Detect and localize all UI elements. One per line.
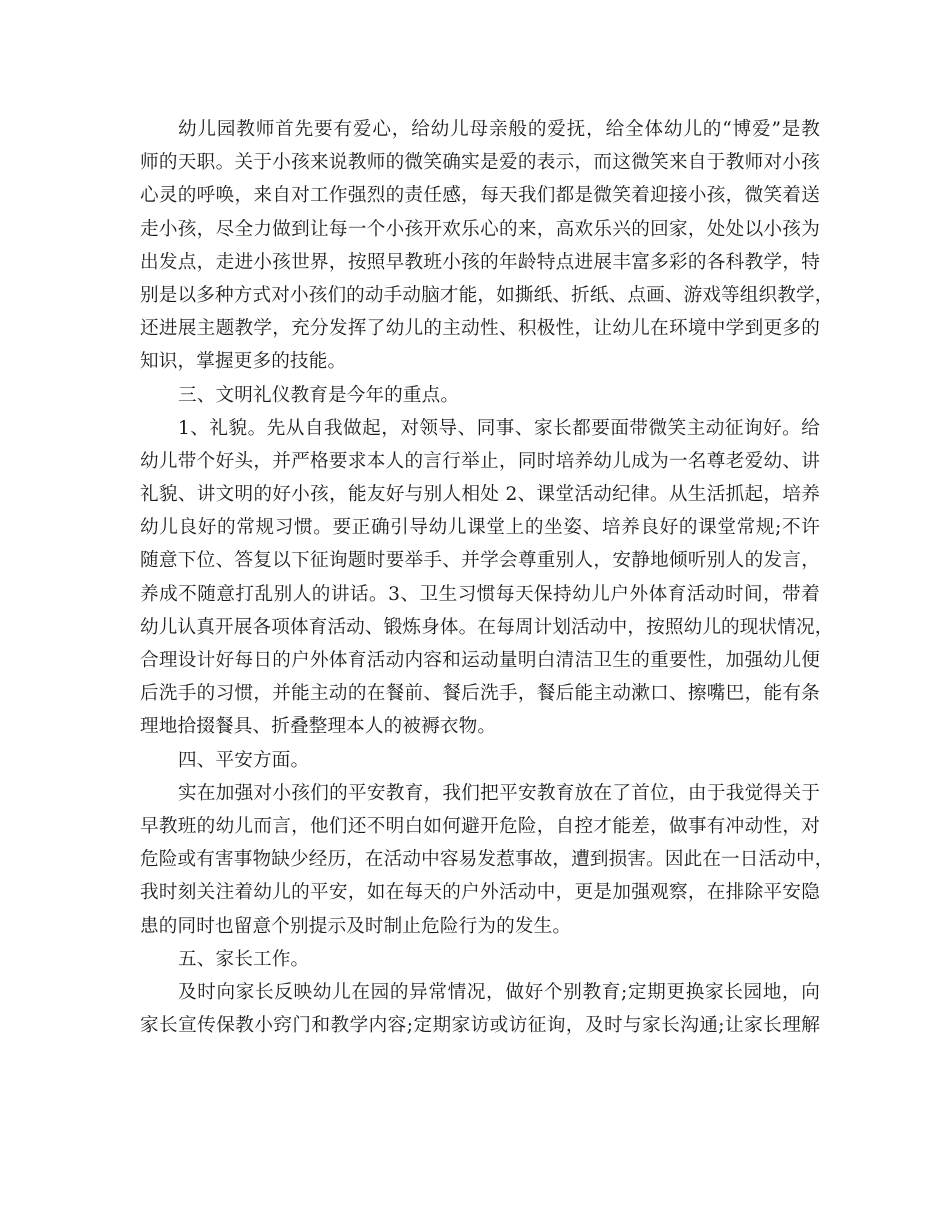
paragraph-line: 后洗手的习惯，并能主动的在餐前、餐后洗手，餐后能主动漱口、擦嘴巴，能有条	[140, 683, 820, 705]
paragraph-line: 幼儿园教师首先要有爱心，给幼儿母亲般的爱抚，给全体幼儿的“博爱”是教	[178, 119, 820, 140]
paragraph-line: 随意下位、答复以下征询题时要举手、并学会尊重别人，安静地倾听别人的发言，	[140, 550, 820, 572]
paragraph-line: 危险或有害事物缺少经历，在活动中容易发惹事故，遭到损害。因此在一日活动中，	[140, 849, 834, 871]
paragraph-line: 早教班的幼儿而言，他们还不明白如何避开危险，自控才能差，做事有冲动性，对	[140, 815, 820, 837]
paragraph-line: 幼儿良好的常规习惯。要正确引导幼儿课堂上的坐姿、培养良好的课堂常规;不许	[140, 517, 820, 539]
section-heading: 三、文明礼仪教育是今年的重点。	[178, 384, 460, 406]
document-body	[140, 113, 834, 1042]
section-heading: 五、家长工作。	[178, 948, 310, 970]
paragraph-line: 幼儿认真开展各项体育活动、锻炼身体。在每周计划活动中，按照幼儿的现状情况，	[140, 616, 834, 638]
paragraph-line: 师的天职。关于小孩来说教师的微笑确实是爱的表示，而这微笑来自于教师对小孩	[140, 152, 820, 174]
paragraph-line: 家长宣传保教小窍门和教学内容;定期家访或访征询，及时与家长沟通;让家长理解	[140, 1015, 820, 1037]
paragraph-line: 患的同时也留意个别提示及时制止危险行为的发生。	[140, 915, 572, 937]
paragraph-line: 走小孩，尽全力做到让每一个小孩开欢乐心的来，高欢乐兴的回家，处处以小孩为	[140, 218, 820, 240]
paragraph-line: 1、礼貌。先从自我做起，对领导、同事、家长都要面带微笑主动征询好。给	[178, 417, 820, 439]
paragraph-line: 知识，掌握更多的技能。	[140, 351, 347, 373]
paragraph-line: 及时向家长反映幼儿在园的异常情况，做好个别教育;定期更换家长园地，向	[178, 981, 820, 1003]
paragraph-line: 出发点，走进小孩世界，按照早教班小孩的年龄特点进展丰富多彩的各科教学，特	[140, 251, 820, 273]
paragraph-line: 理地拾掇餐具、折叠整理本人的被褥衣物。	[140, 716, 497, 738]
paragraph-line: 别是以多种方式对小孩们的动手动脑才能，如撕纸、折纸、点画、游戏等组织教学，	[140, 284, 834, 306]
paragraph-line: 礼貌、讲文明的好小孩，能友好与别人相处 2、课堂活动纪律。从生活抓起，培养	[140, 484, 820, 506]
paragraph-line: 养成不随意打乱别人的讲话。3、卫生习惯每天保持幼儿户外体育活动时间，带着	[140, 583, 820, 605]
paragraph-line: 幼儿带个好头，并严格要求本人的言行举止，同时培养幼儿成为一名尊老爱幼、讲	[140, 450, 820, 472]
paragraph-line: 我时刻关注着幼儿的平安，如在每天的户外活动中，更是加强观察，在排除平安隐	[140, 882, 820, 904]
paragraph-line: 合理设计好每日的户外体育活动内容和运动量明白清洁卫生的重要性，加强幼儿便	[140, 650, 820, 671]
paragraph-line: 实在加强对小孩们的平安教育，我们把平安教育放在了首位，由于我觉得关于	[178, 782, 820, 804]
paragraph-line: 心灵的呼唤，来自对工作强烈的责任感，每天我们都是微笑着迎接小孩，微笑着送	[140, 185, 820, 207]
section-heading: 四、平安方面。	[178, 749, 310, 771]
paragraph-line: 还进展主题教学，充分发挥了幼儿的主动性、积极性，让幼儿在环境中学到更多的	[140, 318, 820, 340]
